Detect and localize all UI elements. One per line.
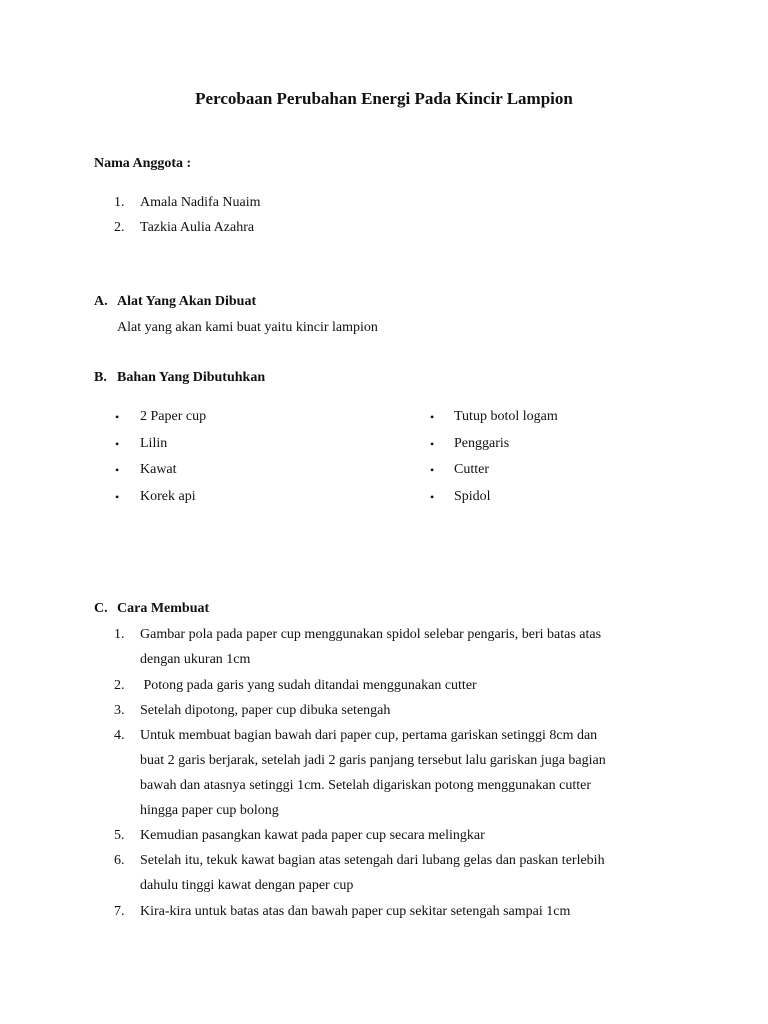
material-item: Tutup botol logam [454,409,558,424]
section-a-letter: A. [94,294,108,309]
step-line: Potong pada garis yang sudah ditandai menggunakan cutter [140,678,477,693]
member-number: 2. [114,220,125,235]
step-number: 1. [114,627,125,642]
step-line: Kemudian pasangkan kawat pada paper cup secara melingkar [140,828,485,843]
section-b-letter: B. [94,370,107,385]
member-name: Amala Nadifa Nuaim [140,195,261,210]
bullet-icon: • [430,437,435,451]
bullet-icon: • [115,410,120,424]
material-item: Kawat [140,462,177,477]
step-line: buat 2 garis berjarak, setelah jadi 2 garis panjang tersebut lalu gariskan juga bagian [140,753,606,768]
member-name: Tazkia Aulia Azahra [140,220,255,235]
member-number: 1. [114,195,125,210]
section-c-heading: Cara Membuat [117,601,210,616]
step-line: Untuk membuat bagian bawah dari paper cup, pertama gariskan setinggi 8cm dan [140,728,598,743]
step-line: Setelah itu, tekuk kawat bagian atas setengah dari lubang gelas dan paskan terlebih [140,853,605,868]
step-number: 6. [114,853,125,868]
section-c-letter: C. [94,601,108,616]
bullet-icon: • [115,437,120,451]
material-item: Korek api [140,489,196,504]
step-number: 4. [114,728,125,743]
material-item: 2 Paper cup [140,409,207,424]
material-item: Penggaris [454,436,510,451]
step-line: Gambar pola pada paper cup menggunakan spidol selebar pengaris, beri batas atas [140,627,602,642]
material-item: Cutter [454,462,489,477]
step-number: 7. [114,904,125,919]
members-heading: Nama Anggota : [94,156,192,171]
section-a-heading: Alat Yang Akan Dibuat [117,294,257,309]
document-title: Percobaan Perubahan Energi Pada Kincir Lampion [195,89,573,108]
step-number: 3. [114,703,125,718]
step-line: bawah dan atasnya setinggi 1cm. Setelah digariskan potong menggunakan cutter [140,778,591,793]
bullet-icon: • [430,490,435,504]
bullet-icon: • [115,490,120,504]
material-item: Spidol [454,489,491,504]
section-b-heading: Bahan Yang Dibutuhkan [117,370,266,385]
material-item: Lilin [140,436,168,451]
step-line: hingga paper cup bolong [140,803,279,818]
step-number: 5. [114,828,125,843]
step-line: dahulu tinggi kawat dengan paper cup [140,878,354,893]
bullet-icon: • [430,410,435,424]
step-line: dengan ukuran 1cm [140,652,251,667]
step-line: Kira-kira untuk batas atas dan bawah paper cup sekitar setengah sampai 1cm [140,904,571,919]
section-a-body: Alat yang akan kami buat yaitu kincir lampion [117,320,378,335]
bullet-icon: • [115,463,120,477]
step-line: Setelah dipotong, paper cup dibuka setengah [140,703,391,718]
bullet-icon: • [430,463,435,477]
step-number: 2. [114,678,125,693]
